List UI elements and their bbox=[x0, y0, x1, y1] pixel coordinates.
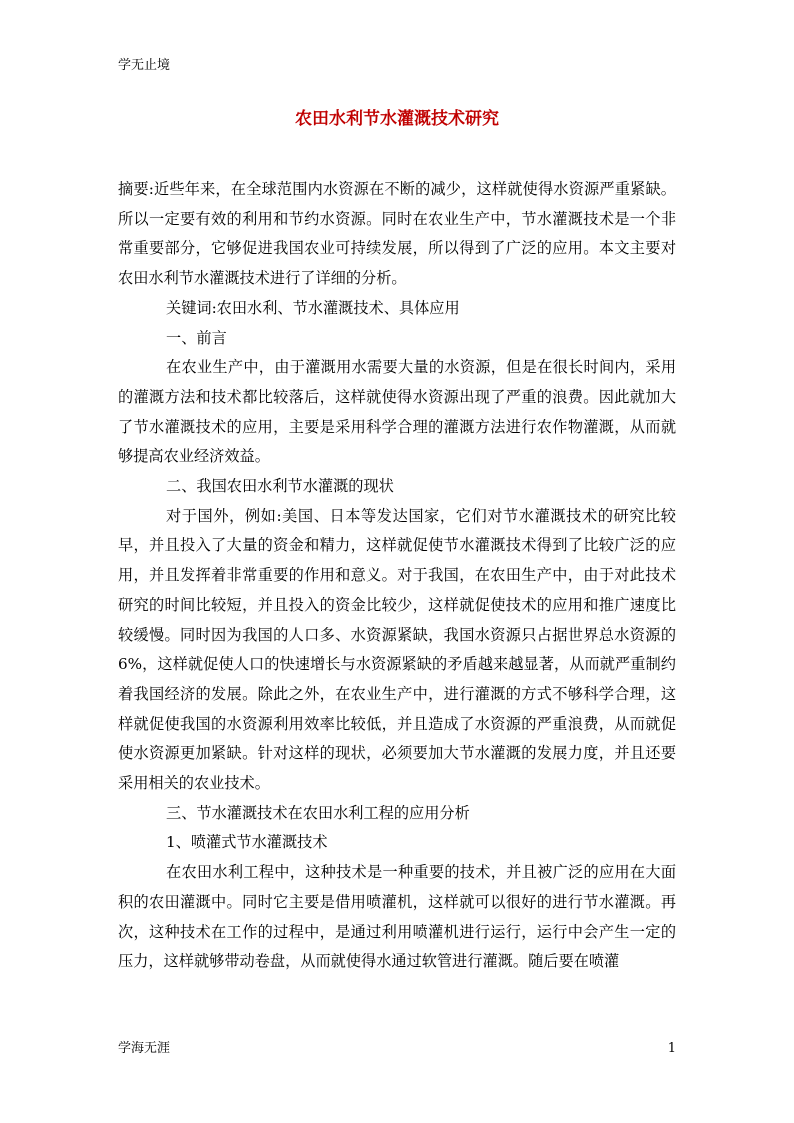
section-heading: 一、前言 bbox=[166, 328, 227, 347]
document-body bbox=[118, 175, 676, 977]
footer-text: 学海无涯 bbox=[118, 1041, 171, 1056]
body-paragraph: 在农业生产中，由于灌溉用水需要大量的水资源，但是在很长时间内，采用的灌溉方法和技术都比较落后，这样就使得水资源出现了严重的浪费。因此就加大了节水灌溉技术的应用，主要是采用科学合理的灌溉方法进行农作物灌溉，从而就够提高农业经济效益。 bbox=[118, 358, 676, 466]
page-number: 1 bbox=[667, 1041, 676, 1056]
keywords-line: 关键词:农田水利、节水灌溉技术、具体应用 bbox=[166, 298, 460, 317]
section-heading: 二、我国农田水利节水灌溉的现状 bbox=[166, 477, 394, 496]
section-heading: 三、节水灌溉技术在农田水利工程的应用分析 bbox=[166, 803, 470, 822]
header-text: 学无止境 bbox=[118, 58, 171, 73]
document-title: 农田水利节水灌溉技术研究 bbox=[295, 109, 499, 129]
body-paragraph: 在农田水利工程中，这种技术是一种重要的技术，并且被广泛的应用在大面积的农田灌溉中。同时它主要是借用喷灌机，这样就可以很好的进行节水灌溉。再次，这种技术在工作的过程中，是通过利用喷灌机进行运行，运行中会产生一定的压力，这样就够带动卷盘，从而就使得水通过软管进行灌溉。随后要在喷灌 bbox=[118, 863, 676, 971]
abstract-paragraph: 摘要:近些年来，在全球范围内水资源在不断的减少，这样就使得水资源严重紧缺。所以一定要有效的利用和节约水资源。同时在农业生产中，节水灌溉技术是一个非常重要部分，它够促进我国农业可持续发展，所以得到了广泛的应用。本文主要对农田水利节水灌溉技术进行了详细的分析。 bbox=[118, 180, 676, 288]
subsection-heading: 1、喷灌式节水灌溉技术 bbox=[166, 833, 328, 852]
body-paragraph: 对于国外，例如:美国、日本等发达国家，它们对节水灌溉技术的研究比较早，并且投入了大量的资金和精力，这样就促使节水灌溉技术得到了比较广泛的应用，并且发挥着非常重要的作用和意义。对于我国，在农田生产中，由于对此技术研究的时间比较短，并且投入的资金比较少，这样就促使技术的应用和推广速度比较缓慢。同时因为我国的人口多、水资源紧缺，我国水资源只占据世界总水资源的6%，这样就促使人口的快速增长与水资源紧缺的矛盾越来越显著，从而就严重制约着我国经济的发展。除此之外，在农业生产中，进行灌溉的方式不够科学合理，这样就促使我国的水资源利用效率比较低，并且造成了水资源的严重浪费，从而就促使水资源更加紧缺。针对这样的现状，必须要加大节水灌溉的发展力度，并且还要采用相关的农业技术。 bbox=[118, 506, 676, 793]
